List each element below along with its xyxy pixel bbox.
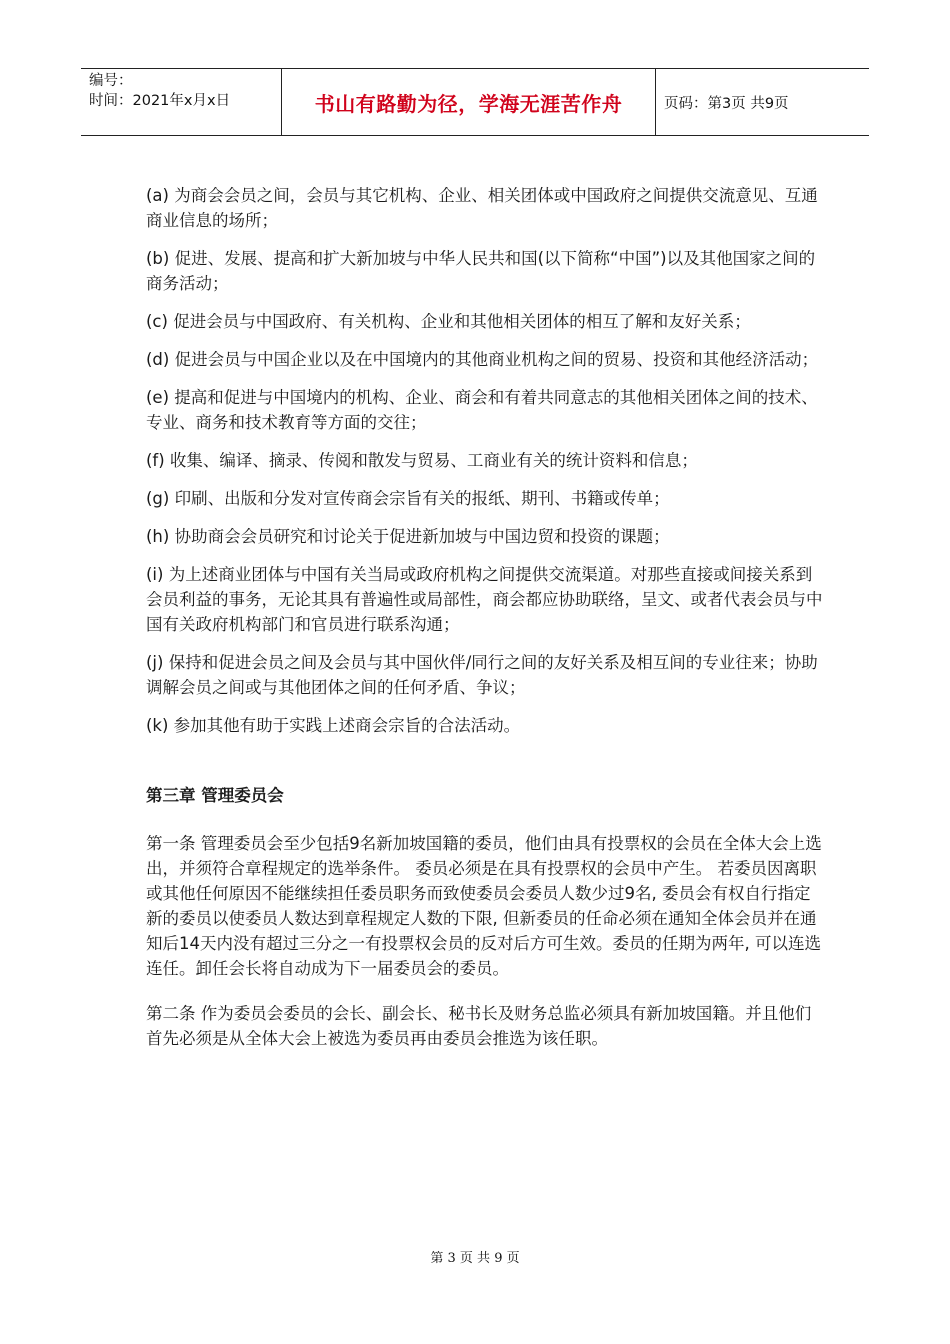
- page-header: [81, 68, 869, 136]
- list-item-c: (c) 促进会员与中国政府、有关机构、企业和其他相关团体的相互了解和友好关系；: [146, 312, 751, 331]
- list-item-i: (i) 为上述商业团体与中国有关当局或政府机构之间提供交流渠道。对那些直接或间接关系到会员利益的事务，无论其具有普遍性或局部性，商会都应协助联络，呈文、或者代表会员与中国有关政府机构部门和官员进行联系沟通；: [146, 565, 823, 634]
- list-item-g: (g) 印刷、出版和分发对宣传商会宗旨有关的报纸、期刊、书籍或传单；: [146, 489, 670, 508]
- list-item-f: (f) 收集、编译、摘录、传阅和散发与贸易、工商业有关的统计资料和信息；: [146, 451, 698, 470]
- list-item-b: (b) 促进、发展、提高和扩大新加坡与中华人民共和国(以下简称“中国”)以及其他国家之间的商务活动；: [146, 249, 816, 293]
- page-footer: 第 3 页 共 9 页: [430, 1251, 520, 1266]
- list-item-e: (e) 提高和促进与中国境内的机构、企业、商会和有着共同意志的其他相关团体之间的技术、专业、商务和技术教育等方面的交往；: [146, 388, 818, 432]
- article-1: 第一条 管理委员会至少包括9名新加坡国籍的委员，他们由具有投票权的会员在全体大会上选出，并须符合章程规定的选举条件。 委员必须是在具有投票权的会员中产生。 若委员因离职或其他任何原因不能继续担任委员职务而致使委员会委员人数少过9名, 委员会有权自行指定新的委员以使委员人数达到章程规定人数的下限, 但新委员的任命必须在通知全体会员并在通知后14天内没有超过三分之一有投票权会员的反对后方可生效。委员的任期为两年, 可以连选连任。卸任会长将自动成为下一届委员会的委员。: [146, 834, 822, 978]
- list-item-k: (k) 参加其他有助于实践上述商会宗旨的合法活动。: [146, 716, 521, 735]
- list-item-a: (a) 为商会会员之间，会员与其它机构、企业、相关团体或中国政府之间提供交流意见、互通商业信息的场所；: [146, 186, 818, 230]
- document-body: [146, 180, 826, 1071]
- list-item-d: (d) 促进会员与中国企业以及在中国境内的其他商业机构之间的贸易、投资和其他经济活动；: [146, 350, 819, 369]
- list-item-j: (j) 保持和促进会员之间及会员与其中国伙伴/同行之间的友好关系及相互间的专业往来；协助调解会员之间或与其他团体之间的任何矛盾、争议；: [146, 653, 818, 697]
- article-2: 第二条 作为委员会委员的会长、副会长、秘书长及财务总监必须具有新加坡国籍。并且他们首先必须是从全体大会上被选为委员再由委员会推选为该任职。: [146, 1004, 812, 1048]
- number-label: 编号：: [89, 73, 133, 89]
- header-page-label: 页码：第3页 共9页: [664, 95, 789, 112]
- header-meta: [81, 69, 282, 135]
- date-label: 时间：2021年x月x日: [89, 93, 231, 109]
- chapter-heading: 第三章 管理委员会: [146, 786, 284, 805]
- header-motto: 书山有路勤为径，学海无涯苦作舟: [282, 69, 656, 135]
- list-item-h: (h) 协助商会会员研究和讨论关于促进新加坡与中国边贸和投资的课题；: [146, 527, 670, 546]
